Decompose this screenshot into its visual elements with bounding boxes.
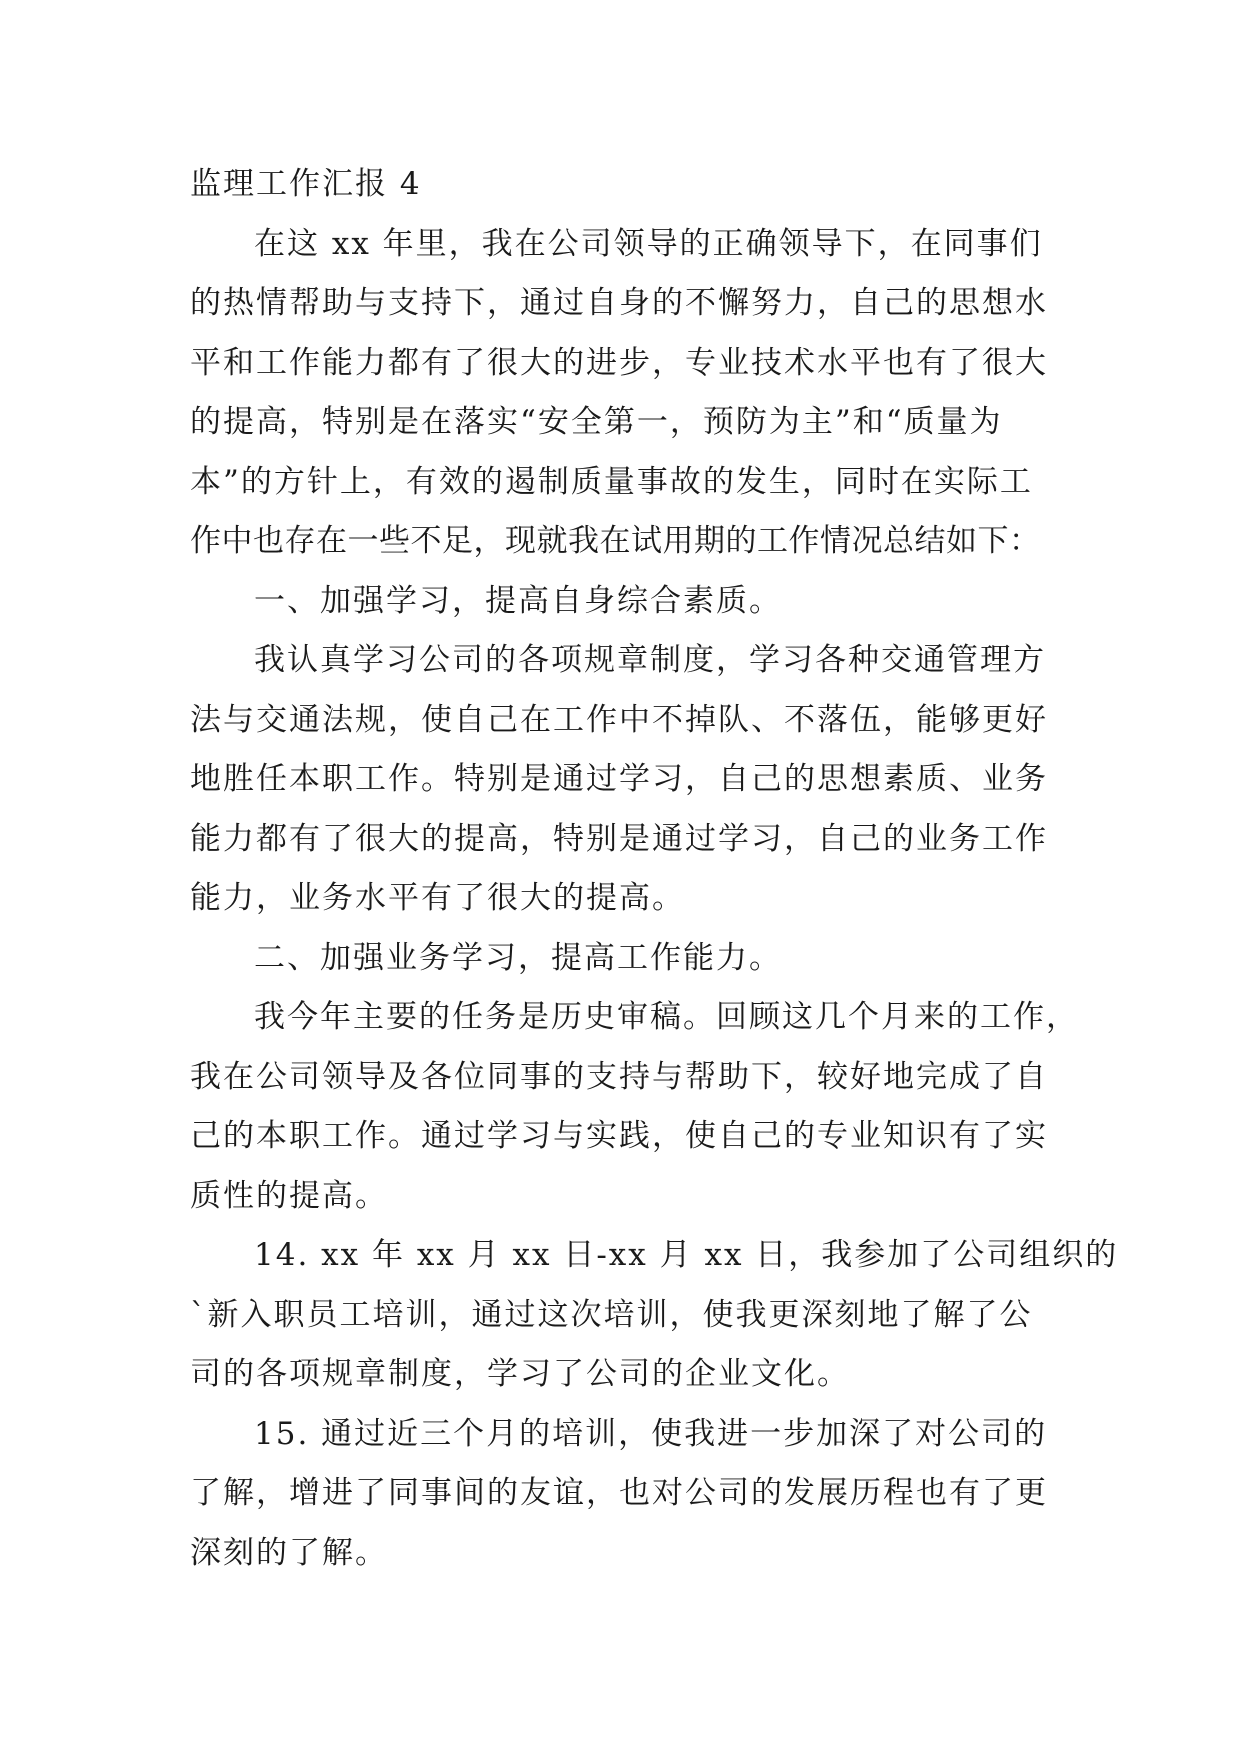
paragraph-line: 作中也存在一些不足，现就我在试用期的工作情况总结如下：	[190, 523, 1041, 559]
section-1-paragraph	[190, 631, 1050, 929]
paragraph-line: 质性的提高。	[190, 1177, 388, 1214]
item-15-paragraph	[190, 1405, 1050, 1584]
document-page	[190, 155, 1119, 1583]
paragraph-line: 司的各项规章制度，学习了公司的企业文化。	[190, 1356, 850, 1392]
paragraph-line: 我认真学习公司的各项规章制度，学习各种交通管理方	[254, 642, 1046, 678]
paragraph-line: 15. 通过近三个月的培训，使我进一步加深了对公司的	[254, 1415, 1048, 1452]
paragraph-line: 我在公司领导及各位同事的支持与帮助下，较好地完成了自	[190, 1058, 1048, 1095]
paragraph-line: 我今年主要的任务是历史审稿。回顾这几个月来的工作，	[254, 999, 1079, 1035]
paragraph-line: 的热情帮助与支持下，通过自身的不懈努力，自己的思想水	[190, 285, 1048, 321]
intro-paragraph	[190, 215, 1050, 572]
paragraph-line: 在这 xx 年里，我在公司领导的正确领导下，在同事们	[254, 225, 1043, 262]
section-heading-2: 二、加强业务学习，提高工作能力。	[254, 939, 782, 976]
paragraph-line: `新入职员工培训，通过这次培训，使我更深刻地了解了公	[190, 1296, 1033, 1333]
paragraph-line: 己的本职工作。通过学习与实践，使自己的专业知识有了实	[190, 1118, 1048, 1154]
paragraph-line: 法与交通法规，使自己在工作中不掉队、不落伍，能够更好	[190, 701, 1048, 738]
document-title: 监理工作汇报 4	[190, 166, 422, 202]
paragraph-line: 能力都有了很大的提高，特别是通过学习，自己的业务工作	[190, 820, 1048, 857]
section-heading-1: 一、加强学习，提高自身综合素质。	[254, 582, 782, 619]
paragraph-line: 能力，业务水平有了很大的提高。	[190, 880, 685, 916]
paragraph-line: 的提高，特别是在落实“安全第一，预防为主”和“质量为	[190, 404, 1003, 440]
item-14-paragraph	[190, 1226, 1119, 1405]
paragraph-line: 平和工作能力都有了很大的进步，专业技术水平也有了很大	[190, 344, 1048, 381]
paragraph-line: 14. xx 年 xx 月 xx 日-xx 月 xx 日，我参加了公司组织的	[254, 1237, 1119, 1273]
paragraph-line: 本”的方针上，有效的遏制质量事故的发生，同时在实际工	[190, 463, 1033, 500]
section-2-paragraph	[190, 988, 1079, 1226]
paragraph-line: 深刻的了解。	[190, 1534, 388, 1571]
paragraph-line: 了解，增进了同事间的友谊，也对公司的发展历程也有了更	[190, 1475, 1048, 1511]
paragraph-line: 地胜任本职工作。特别是通过学习，自己的思想素质、业务	[190, 761, 1048, 797]
